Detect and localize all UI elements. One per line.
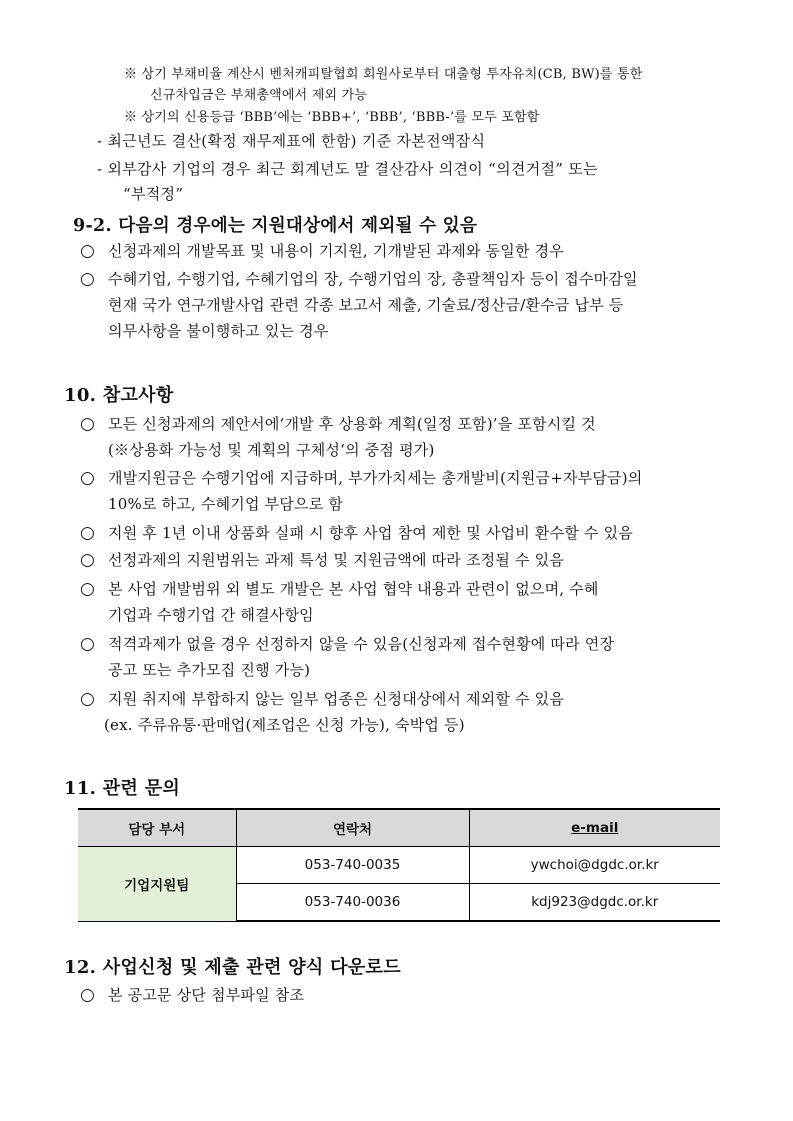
bullet-circle-icon: ○ [80,550,96,570]
list-item-text: 의무사항을 불이행하고 있는 경우 [108,322,329,340]
list-item [80,465,740,517]
list-item-text: 신청과제의 개발목표 및 내용이 기지원, 기개발된 과제와 동일한 경우 [108,242,565,260]
email-cell: kdj923@dgdc.or.kr [469,884,720,922]
list-item-text: (ex. 주류유통·판매업(제조업은 신청 가능), 숙박업 등) [104,716,465,734]
table-header-cell: 담당 부서 [78,809,236,847]
table-header-row [78,809,720,847]
list-item [80,982,740,1008]
list-item [80,547,740,573]
note-line: 신규차입금은 부채총액에서 제외 가능 [150,88,368,103]
email-cell: ywchoi@dgdc.or.kr [469,847,720,884]
list-item-text: 선정과제의 지원범위는 과제 특성 및 지원금액에 따라 조정될 수 있음 [108,551,565,569]
list-item [80,686,740,738]
list-item [80,266,740,344]
list-item-text: 개발지원금은 수행기업에 지급하며, 부가가치세는 총개발비(지원금+자부담금)의 [108,469,643,487]
bullet-circle-icon: ○ [80,414,96,434]
list-item-text: 현재 국가 연구개발사업 관련 각종 보고서 제출, 기술료/정산금/환수금 납부 등 [108,296,624,314]
bullet-circle-icon: ○ [80,689,96,709]
table-row [78,847,720,884]
bullet-circle-icon: ○ [80,523,96,543]
list-item [80,411,740,463]
bullet-circle-icon: ○ [80,985,96,1005]
list-item-text: (※상용화 가능성 및 계획의 구체성‘의 중점 평가) [108,441,435,459]
bullet-circle-icon: ○ [80,579,96,599]
table-header-text: e-mail [571,820,619,836]
list-item-text: 본 사업 개발범위 외 별도 개발은 본 사업 협약 내용과 관련이 없으며, 수혜 [108,580,599,598]
list-item-text: 지원 취지에 부합하지 않는 일부 업종은 신청대상에서 제외할 수 있음 [108,690,565,708]
list-item-text: 본 공고문 상단 첨부파일 참조 [108,986,305,1004]
list-item-text: 적격과제가 없을 경우 선정하지 않을 수 있음(신청과제 접수현황에 따라 연장 [108,635,615,653]
list-item [80,576,740,628]
contact-table [78,808,720,922]
bullet-circle-icon: ○ [80,468,96,488]
phone-cell: 053-740-0035 [236,847,469,884]
section-title-11: 11. 관련 문의 [64,778,181,799]
bullet-circle-icon: ○ [80,269,96,289]
section-title-10: 10. 참고사항 [64,385,174,406]
table-header-cell [469,809,720,847]
list-item-text: 기업과 수행기업 간 해결사항임 [108,606,314,624]
table-header-cell: 연락처 [236,809,469,847]
department-cell: 기업지원팀 [78,847,236,922]
dash-item: - 최근년도 결산(확정 재무제표에 한함) 기준 자본전액잠식 [97,132,486,150]
section-title-9-2: 9-2. 다음의 경우에는 지원대상에서 제외될 수 있음 [73,216,478,236]
dash-item: “부적정” [123,185,184,203]
note-line: ※ 상기의 신용등급 ‘BBB’에는 ‘BBB+’, ‘BBB’, ‘BBB-’를 모두 포함함 [124,110,540,125]
list-item [80,238,740,264]
section-title-12: 12. 사업신청 및 제출 관련 양식 다운로드 [64,957,401,978]
dash-item: - 외부감사 기업의 경우 최근 회계년도 말 결산감사 의견이 “의견거절” 또는 [97,160,598,178]
bullet-circle-icon: ○ [80,241,96,261]
phone-cell: 053-740-0036 [236,884,469,922]
list-item-text: 공고 또는 추가모집 진행 가능) [108,661,311,679]
list-item-text: 지원 후 1년 이내 상품화 실패 시 향후 사업 참여 제한 및 사업비 환수할 수 있음 [108,524,633,542]
list-item-text: 모든 신청과제의 제안서에‘개발 후 상용화 계획(일정 포함)’을 포함시킬 것 [108,415,596,433]
list-item-text: 10%로 하고, 수혜기업 부담으로 함 [108,495,344,513]
list-item [80,631,740,683]
note-line: ※ 상기 부채비율 계산시 벤처캐피탈협회 회원사로부터 대출형 투자유치(CB, BW)를 통한 [124,67,643,82]
bullet-circle-icon: ○ [80,634,96,654]
list-item-text: 수혜기업, 수행기업, 수혜기업의 장, 수행기업의 장, 총괄책임자 등이 접수마감일 [108,270,638,288]
list-item [80,520,740,546]
